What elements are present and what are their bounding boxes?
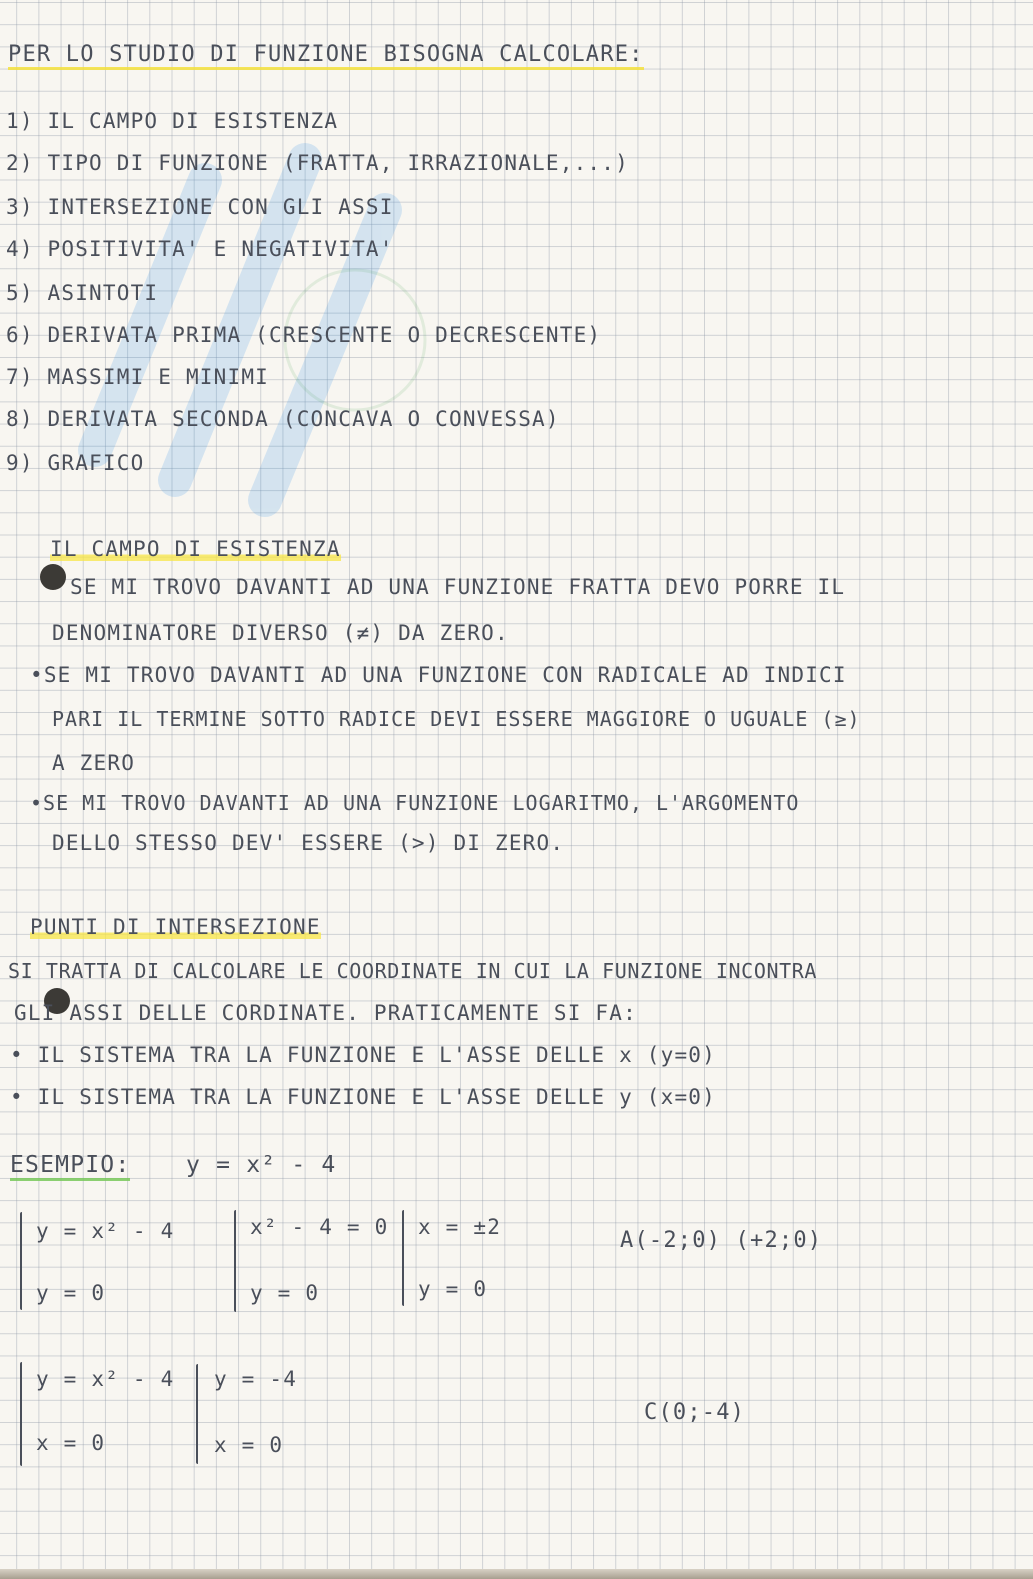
system-4-eq-1: y = x² - 4 [36,1367,175,1391]
system-2-eq-2: y = 0 [250,1281,320,1305]
system-brace-icon [234,1210,236,1312]
punti-line-2: GLI ASSI DELLE CORDINATE. PRATICAMENTE SI FA: [14,1001,637,1025]
system-4-eq-2: x = 0 [36,1431,106,1455]
step-3: 3) INTERSEZIONE CON GLI ASSI [6,195,394,219]
intro-heading: PER LO STUDIO DI FUNZIONE BISOGNA CALCOLARE: [8,42,644,68]
campo-line-4: PARI IL TERMINE SOTTO RADICE DEVI ESSERE MAGGIORE O UGUALE (≥) [52,707,861,731]
step-8: 8) DERIVATA SECONDA (CONCAVA O CONVESSA) [6,407,560,431]
punti-line-4: • IL SISTEMA TRA LA FUNZIONE E L'ASSE DELLE y (x=0) [10,1085,716,1109]
esempio-function: y = x² - 4 [186,1152,337,1178]
campo-line-1: SE MI TROVO DAVANTI AD UNA FUNZIONE FRATTA DEVO PORRE IL [70,575,846,599]
step-7: 7) MASSIMI E MINIMI [6,365,270,389]
campo-title: IL CAMPO DI ESISTENZA [50,537,341,561]
system-1-eq-1: y = x² - 4 [36,1219,175,1243]
system-brace-icon [20,1362,22,1466]
campo-line-3: •SE MI TROVO DAVANTI AD UNA FUNZIONE CON RADICALE AD INDICI [30,663,847,687]
campo-line-2: DENOMINATORE DIVERSO (≠) DA ZERO. [52,621,509,645]
punti-line-3: • IL SISTEMA TRA LA FUNZIONE E L'ASSE DELLE x (y=0) [10,1043,716,1067]
punti-line-1: SI TRATTA DI CALCOLARE LE COORDINATE IN CUI LA FUNZIONE INCONTRA [8,959,818,983]
system-3-eq-1: x = ±2 [418,1215,502,1239]
system-brace-icon [196,1364,198,1464]
step-1: 1) IL CAMPO DI ESISTENZA [6,109,339,133]
system-2-eq-1: x² - 4 = 0 [250,1215,389,1239]
step-5: 5) ASINTOTI [6,281,159,305]
result-point-y: C(0;-4) [644,1400,746,1425]
system-5-eq-1: y = -4 [214,1367,298,1391]
step-2: 2) TIPO DI FUNZIONE (FRATTA, IRRAZIONALE,...) [6,151,629,175]
system-1-eq-2: y = 0 [36,1281,106,1305]
punti-title: PUNTI DI INTERSEZIONE [30,915,321,939]
esempio-label: ESEMPIO: [10,1152,130,1178]
result-points-x: A(-2;0) (+2;0) [620,1228,823,1253]
step-4: 4) POSITIVITA' E NEGATIVITA' [6,237,394,261]
bullet-dot-icon [40,564,66,590]
step-9: 9) GRAFICO [6,451,145,475]
system-3-eq-2: y = 0 [418,1277,488,1301]
system-brace-icon [402,1210,404,1306]
campo-line-5: A ZERO [52,751,136,775]
campo-line-6: •SE MI TROVO DAVANTI AD UNA FUNZIONE LOGARITMO, L'ARGOMENTO [30,791,800,815]
page-bottom-edge [0,1569,1033,1579]
system-5-eq-2: x = 0 [214,1433,284,1457]
campo-line-7: DELLO STESSO DEV' ESSERE (>) DI ZERO. [52,831,565,855]
step-6: 6) DERIVATA PRIMA (CRESCENTE O DECRESCENTE) [6,323,602,347]
system-brace-icon [20,1212,22,1310]
